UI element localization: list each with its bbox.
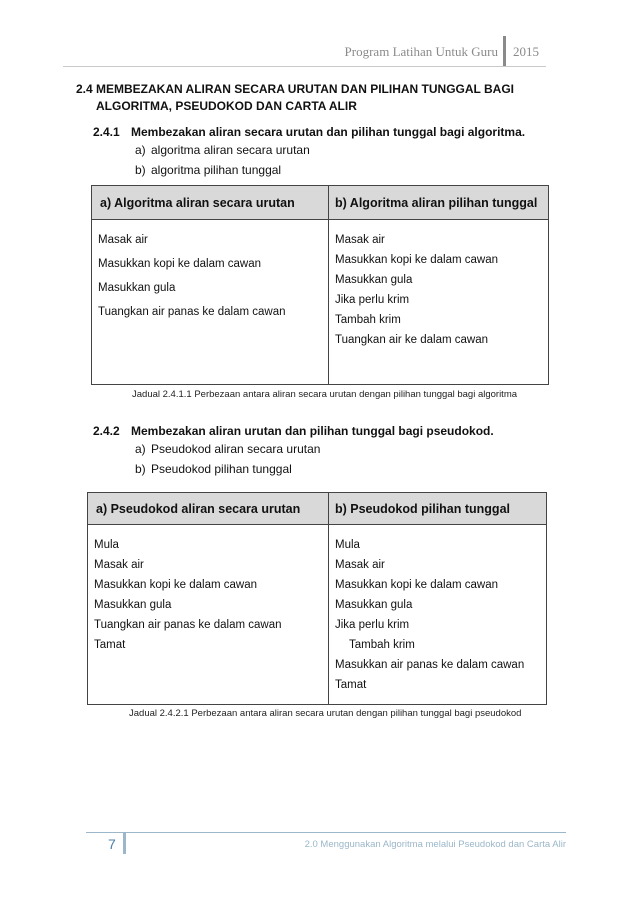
table-line: Masukkan air panas ke dalam cawan — [335, 659, 525, 671]
list-item: b) algoritma pilihan tunggal — [135, 163, 282, 177]
algorithm-comparison-table — [91, 185, 549, 385]
table-line: Masak air — [335, 234, 385, 246]
table-line: Jika perlu krim — [335, 294, 410, 306]
table-cell-b — [329, 220, 549, 385]
subsection-number: 2.4.1 — [93, 125, 120, 139]
header-title: Program Latihan Untuk Guru — [344, 44, 498, 59]
table-cell-a — [88, 525, 329, 705]
table-header-a: a) Pseudokod aliran secara urutan — [88, 493, 329, 525]
header-rule — [63, 66, 546, 67]
table-line: Masak air — [98, 234, 148, 246]
table-line: Tuangkan air ke dalam cawan — [335, 334, 488, 346]
footer-chapter-title: 2.0 Menggunakan Algoritma melalui Pseudokod dan Carta Alir — [304, 839, 566, 850]
section-number: 2.4 — [76, 82, 93, 96]
table-line: Masak air — [94, 559, 144, 571]
list-item: b) Pseudokod pilihan tunggal — [135, 462, 292, 476]
table-line: Masak air — [335, 559, 385, 571]
subsection-list — [135, 439, 320, 479]
table-line: Jika perlu krim — [335, 619, 410, 631]
table-header-b: b) Algoritma aliran pilihan tunggal — [329, 186, 549, 220]
table-caption: Jadual 2.4.2.1 Perbezaan antara aliran secara urutan dengan pilihan tunggal bagi pseudokod — [129, 708, 522, 719]
subsection-title — [93, 424, 494, 438]
list-item: a) Pseudokod aliran secara urutan — [135, 442, 321, 456]
table-line: Masukkan kopi ke dalam cawan — [98, 258, 261, 270]
section-title-line2: ALGORITMA, PSEUDOKOD DAN CARTA ALIR — [96, 99, 357, 113]
footer-rule — [86, 832, 566, 833]
table-header-b: b) Pseudokod pilihan tunggal — [329, 493, 547, 525]
subsection-list — [135, 140, 310, 180]
table-line: Masukkan gula — [335, 274, 413, 286]
subsection-title — [93, 125, 525, 139]
table-line: Masukkan gula — [94, 599, 172, 611]
table-line: Masukkan kopi ke dalam cawan — [335, 579, 498, 591]
table-line: Mula — [335, 539, 360, 551]
table-line: Tamat — [335, 679, 367, 691]
header-divider — [503, 36, 506, 66]
table-line: Tambah krim — [335, 314, 401, 326]
table-line: Tamat — [94, 639, 126, 651]
table-line: Masukkan kopi ke dalam cawan — [94, 579, 257, 591]
table-cell-b — [329, 525, 547, 705]
table-line: Tambah krim — [349, 639, 415, 651]
footer-divider — [123, 832, 126, 854]
section-title-line1: MEMBEZAKAN ALIRAN SECARA URUTAN DAN PILIHAN TUNGGAL BAGI — [96, 82, 514, 96]
header-year: 2015 — [513, 44, 539, 59]
section-title — [76, 81, 546, 115]
pseudocode-comparison-table — [87, 492, 547, 705]
table-caption: Jadual 2.4.1.1 Perbezaan antara aliran secara urutan dengan pilihan tunggal bagi algoritma — [132, 389, 518, 400]
subsection-heading: Membezakan aliran secara urutan dan pilihan tunggal bagi algoritma. — [131, 125, 526, 139]
table-line: Masukkan gula — [98, 282, 176, 294]
table-header-a: a) Algoritma aliran secara urutan — [92, 186, 329, 220]
subsection-heading: Membezakan aliran urutan dan pilihan tunggal bagi pseudokod. — [131, 424, 494, 438]
table-line: Tuangkan air panas ke dalam cawan — [94, 619, 282, 631]
page-number: 7 — [108, 836, 116, 852]
table-line: Tuangkan air panas ke dalam cawan — [98, 306, 286, 318]
table-line: Mula — [94, 539, 119, 551]
table-cell-a — [92, 220, 329, 385]
table-line: Masukkan gula — [335, 599, 413, 611]
list-item: a) algoritma aliran secara urutan — [135, 143, 310, 157]
table-line: Masukkan kopi ke dalam cawan — [335, 254, 498, 266]
subsection-number: 2.4.2 — [93, 424, 120, 438]
